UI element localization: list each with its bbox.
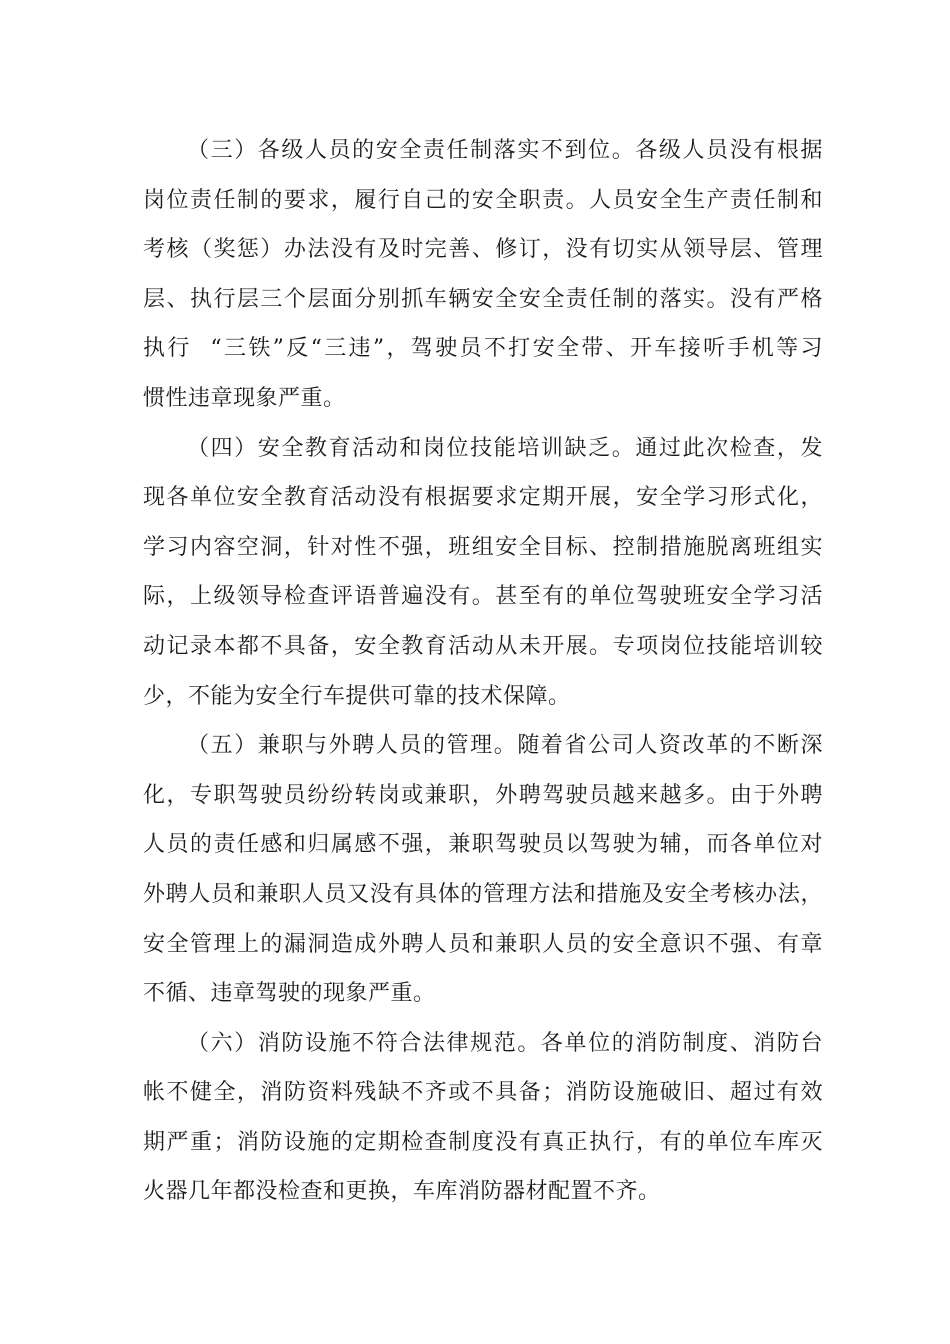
paragraph-line: 人员的责任感和归属感不强，兼职驾驶员以驾驶为辅，而各单位对 — [143, 832, 823, 858]
paragraph-3 — [143, 126, 823, 424]
paragraph-line: 层、执行层三个层面分别抓车辆安全安全责任制的落实。没有严格 — [143, 286, 823, 312]
paragraph-line: 火器几年都没检查和更换，车库消防器材配置不齐。 — [143, 1179, 661, 1205]
paragraph-line: 学习内容空洞，针对性不强，班组安全目标、控制措施脱离班组实 — [143, 534, 823, 560]
paragraph-4 — [143, 424, 823, 722]
paragraph-line: 不循、违章驾驶的现象严重。 — [143, 981, 436, 1007]
paragraph-line: 现各单位安全教育活动没有根据要求定期开展，安全学习形式化， — [143, 485, 823, 511]
paragraph-line: 少，不能为安全行车提供可靠的技术保障。 — [143, 683, 571, 709]
paragraph-6 — [143, 1019, 823, 1217]
paragraph-line: 期严重；消防设施的定期检查制度没有真正执行，有的单位车库灭 — [143, 1129, 823, 1155]
paragraph-line: 化，专职驾驶员纷纷转岗或兼职，外聘驾驶员越来越多。由于外聘 — [143, 782, 823, 808]
paragraph-line: 外聘人员和兼职人员又没有具体的管理方法和措施及安全考核办法， — [143, 881, 823, 907]
paragraph-5 — [143, 721, 823, 1019]
paragraph-line: 岗位责任制的要求，履行自己的安全职责。人员安全生产责任制和 — [143, 187, 823, 213]
paragraph-line: 动记录本都不具备，安全教育活动从未开展。专项岗位技能培训较 — [143, 633, 823, 659]
paragraph-line: （五）兼职与外聘人员的管理。随着省公司人资改革的不断深 — [187, 733, 823, 759]
paragraph-line: 考核（奖惩）办法没有及时完善、修订，没有切实从领导层、管理 — [143, 237, 823, 263]
paragraph-line: 际，上级领导检查评语普遍没有。甚至有的单位驾驶班安全学习活 — [143, 584, 823, 610]
paragraph-line: 执行 “三铁”反“三违”，驾驶员不打安全带、开车接听手机等习 — [143, 336, 823, 362]
paragraph-line: 惯性违章现象严重。 — [143, 385, 346, 411]
paragraph-line: （三）各级人员的安全责任制落实不到位。各级人员没有根据 — [187, 138, 823, 163]
document-page — [143, 126, 823, 1217]
paragraph-line: （四）安全教育活动和岗位技能培训缺乏。通过此次检查，发 — [187, 435, 823, 461]
paragraph-line: 安全管理上的漏洞造成外聘人员和兼职人员的安全意识不强、有章 — [143, 931, 823, 957]
paragraph-line: （六）消防设施不符合法律规范。各单位的消防制度、消防台 — [187, 1030, 823, 1056]
paragraph-line: 帐不健全，消防资料残缺不齐或不具备；消防设施破旧、超过有效 — [143, 1080, 823, 1106]
